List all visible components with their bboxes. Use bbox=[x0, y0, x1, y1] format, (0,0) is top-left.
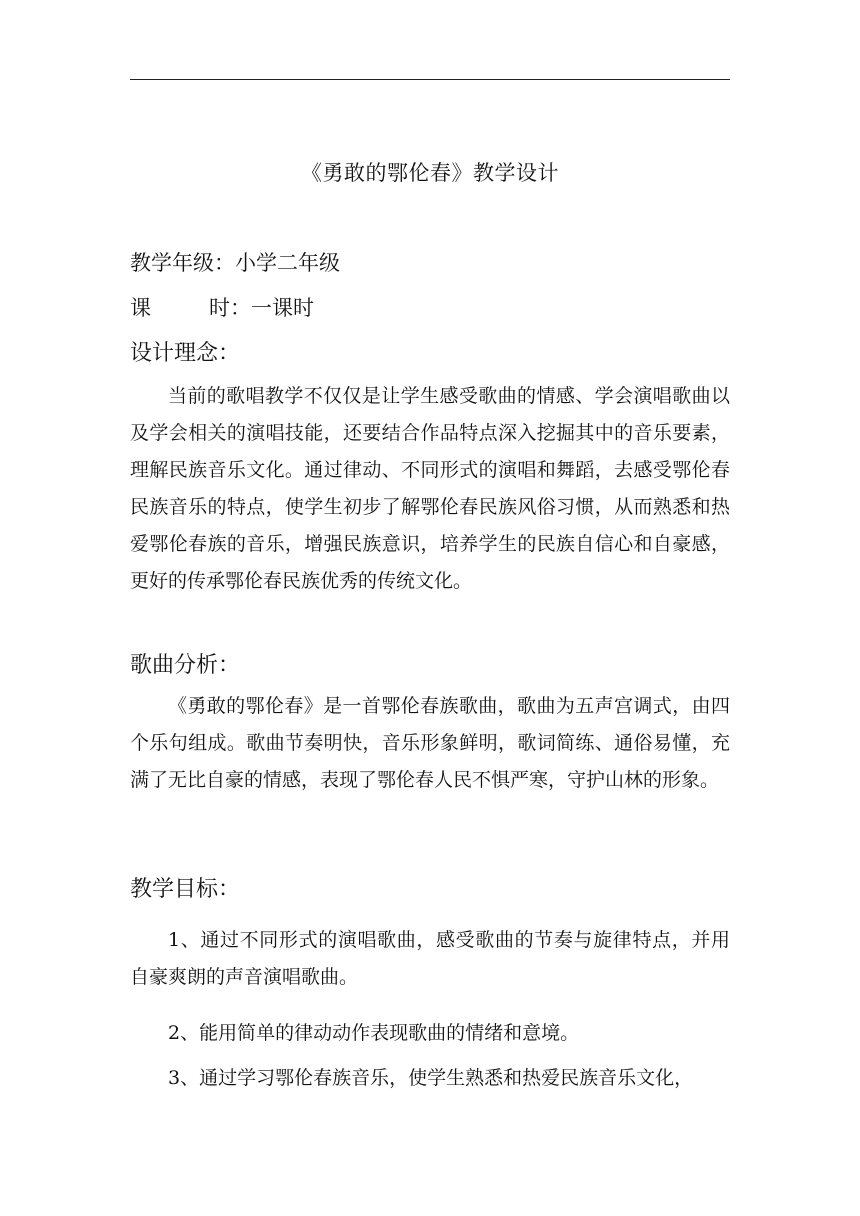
section-heading-design: 设计理念： bbox=[130, 341, 241, 366]
grade-value: 小学二年级 bbox=[235, 251, 340, 275]
period-value: 一课时 bbox=[251, 296, 314, 320]
analysis-paragraph: 《勇敢的鄂伦春》是一首鄂伦春族歌曲，歌曲为五声宫调式，由四个乐句组成。歌曲节奏明快，音乐形象鲜明，歌词简练、通俗易懂，充满了无比自豪的情感，表现了鄂伦春人民不惧严寒，守护山林的形象。 bbox=[130, 695, 730, 791]
goal-item-1: 1、通过不同形式的演唱歌曲，感受歌曲的节奏与旋律特点，并用自豪爽朗的声音演唱歌曲。 bbox=[130, 929, 730, 988]
header-rule bbox=[130, 79, 730, 80]
period-line bbox=[130, 290, 314, 326]
section-heading-goals: 教学目标： bbox=[130, 877, 241, 902]
goal-item-3: 3、通过学习鄂伦春族音乐，使学生熟悉和热爱民族音乐文化， bbox=[168, 1067, 694, 1089]
section-heading-analysis: 歌曲分析： bbox=[130, 653, 241, 678]
document-title: 《勇敢的鄂伦春》教学设计 bbox=[301, 161, 559, 185]
grade-line bbox=[130, 245, 340, 281]
design-paragraph: 当前的歌唱教学不仅仅是让学生感受歌曲的情感、学会演唱歌曲以及学会相关的演唱技能，还要结合作品特点深入挖掘其中的音乐要素，理解民族音乐文化。通过律动、不同形式的演唱和舞蹈，去感受鄂伦春民族音乐的特点，使学生初步了解鄂伦春民族风俗习惯，从而熟悉和热爱鄂伦春族的音乐，增强民族意识，培养学生的民族自信心和自豪感，更好的传承鄂伦春民族优秀的传统文化。 bbox=[130, 385, 730, 592]
period-label-a: 课 bbox=[130, 296, 151, 320]
goal-item-2: 2、能用简单的律动动作表现歌曲的情绪和意境。 bbox=[168, 1022, 580, 1044]
grade-label: 教学年级： bbox=[130, 251, 235, 275]
period-label-b: 时： bbox=[209, 296, 251, 320]
